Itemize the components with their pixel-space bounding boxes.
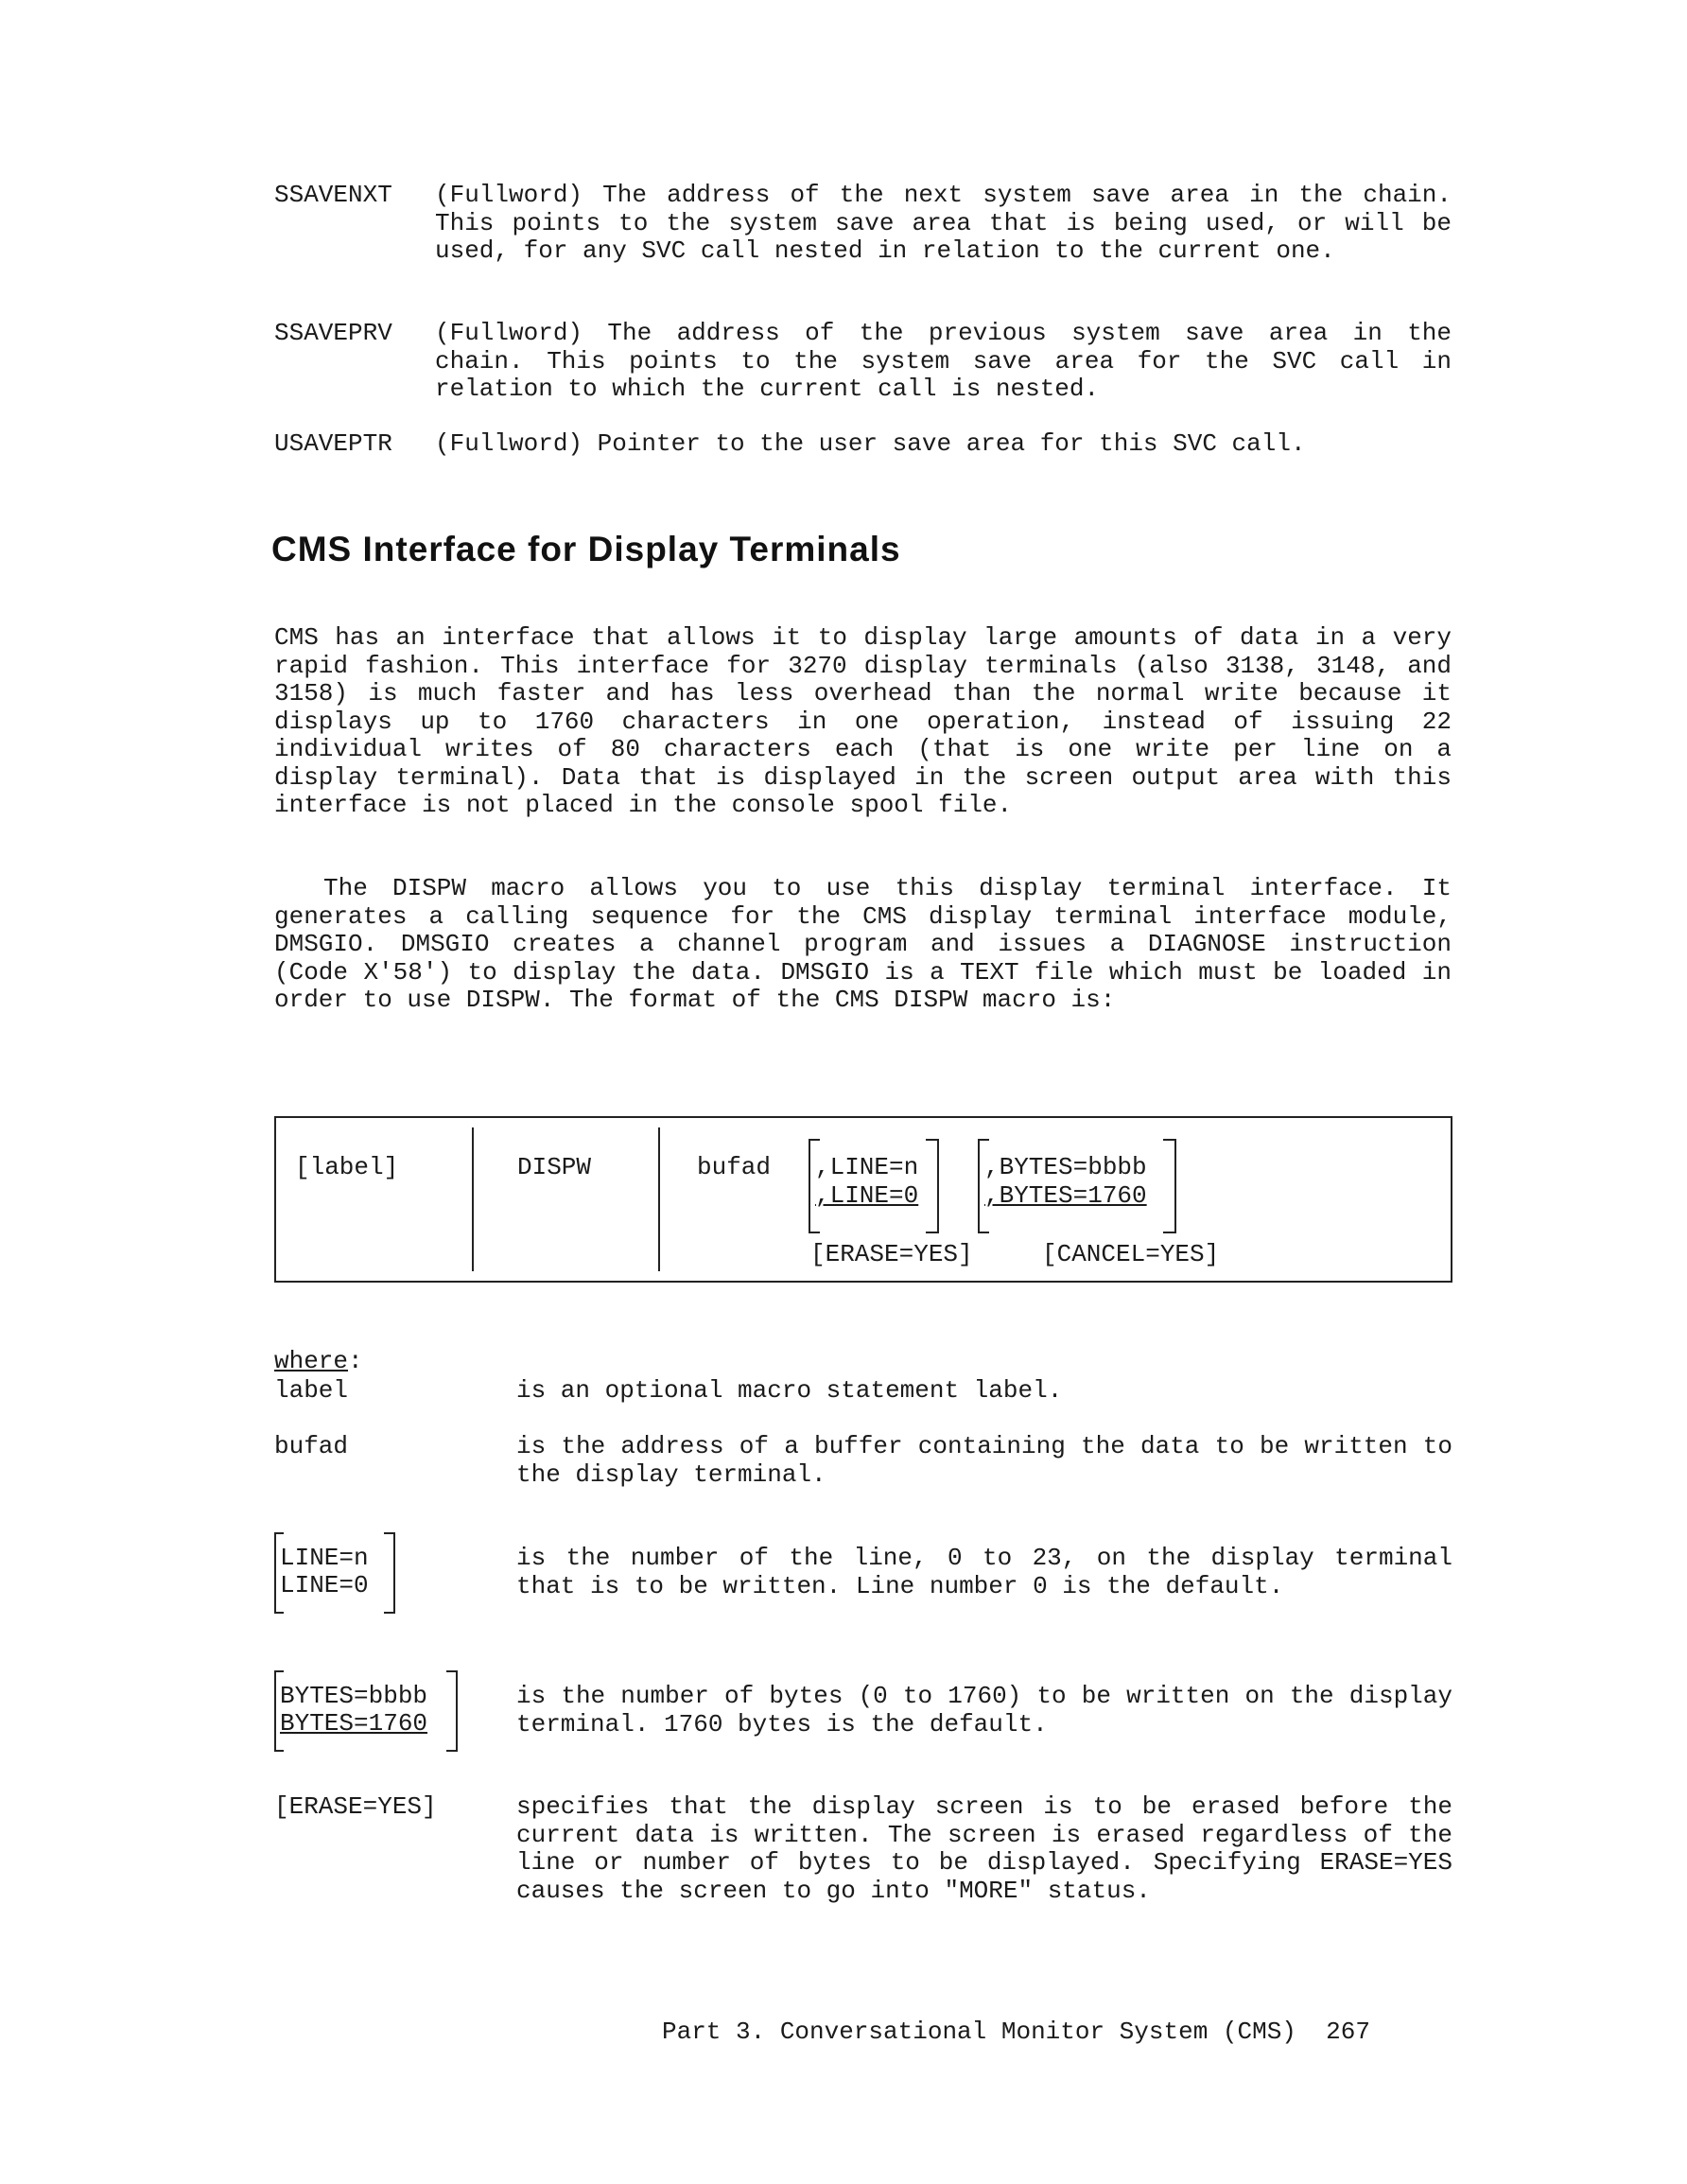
field-name: SSAVEPRV — [274, 319, 392, 347]
param-term: [ERASE=YES] — [274, 1792, 437, 1821]
param-term-bytes-option: BYTES=bbbb — [280, 1682, 428, 1710]
macro-syntax-box — [274, 1116, 1452, 1283]
field-description: (Fullword) The address of the previous system save area in the chain. This points to the system save area for the SVC call in relation to which the current call is nested. — [435, 319, 1452, 403]
param-description: is the number of bytes (0 to 1760) to be written on the display terminal. 1760 bytes is the default. — [516, 1682, 1452, 1738]
syntax-cancel: [CANCEL=YES] — [1042, 1240, 1220, 1268]
where-heading: where: — [274, 1347, 363, 1375]
footer-text: Part 3. Conversational Monitor System (CMS) — [662, 2018, 1296, 2046]
section-heading: CMS Interface for Display Terminals — [271, 530, 901, 568]
param-term-bytes — [274, 1670, 473, 1756]
intro-paragraph: CMS has an interface that allows it to display large amounts of data in a very rapid fashion. This interface for 3270 display terminals (also 3138, 3148, and 3158) is much faster and has less overhead than the normal write because it displays up to 1760 characters in one operation, instead of issuing 22 individual writes of 80 characters each (that is one write per line on a display terminal). Data that is displayed in the screen output area with this interface is not placed in the console spool file. — [274, 623, 1452, 819]
syntax-line-default: ,LINE=0 — [815, 1181, 919, 1210]
param-description: is the number of the line, 0 to 23, on the display terminal that is to be written. Line number 0 is the default. — [516, 1544, 1452, 1600]
dispw-paragraph: The DISPW macro allows you to use this display terminal interface. It generates a calling sequence for the CMS display terminal interface module, DMSGIO. DMSGIO creates a channel program and issues a DIAGNOSE instruction (Code X'58') to display the data. DMSGIO is a TEXT file which must be loaded in order to use DISPW. The format of the CMS DISPW macro is: — [274, 874, 1452, 1014]
param-term-line — [274, 1532, 422, 1617]
param-term: bufad — [274, 1432, 349, 1460]
syntax-macro-name: DISPW — [517, 1153, 592, 1181]
param-term-bytes-default: BYTES=1760 — [280, 1709, 428, 1738]
param-description: is the address of a buffer containing the data to be written to the display terminal. — [516, 1432, 1452, 1489]
syntax-label: [label] — [295, 1153, 399, 1181]
syntax-erase: [ERASE=YES] — [810, 1240, 973, 1268]
field-description: (Fullword) Pointer to the user save area for this SVC call. — [435, 429, 1306, 458]
field-description: (Fullword) The address of the next system save area in the chain. This points to the system save area that is being used, or will be used, for any SVC call nested in relation to the current one. — [435, 181, 1452, 265]
syntax-line-option: ,LINE=n — [815, 1153, 919, 1181]
field-name: USAVEPTR — [274, 429, 392, 458]
param-term-line-option: LINE=n — [280, 1544, 369, 1572]
page-number: 267 — [1326, 2018, 1370, 2046]
field-name: SSAVENXT — [274, 181, 392, 209]
param-term: label — [274, 1376, 349, 1405]
param-term-line-default: LINE=0 — [280, 1571, 369, 1599]
param-description: is an optional macro statement label. — [516, 1376, 1063, 1405]
param-description: specifies that the display screen is to be erased before the current data is written. The screen is erased regardless of the line or number of bytes to be displayed. Specifying ERASE=YES causes the screen to go into "MORE" status. — [516, 1792, 1452, 1905]
syntax-bytes-default: ,BYTES=1760 — [984, 1181, 1147, 1210]
page-footer — [662, 2018, 1370, 2046]
syntax-bytes-option: ,BYTES=bbbb — [984, 1153, 1147, 1181]
syntax-operand: bufad — [697, 1153, 772, 1181]
